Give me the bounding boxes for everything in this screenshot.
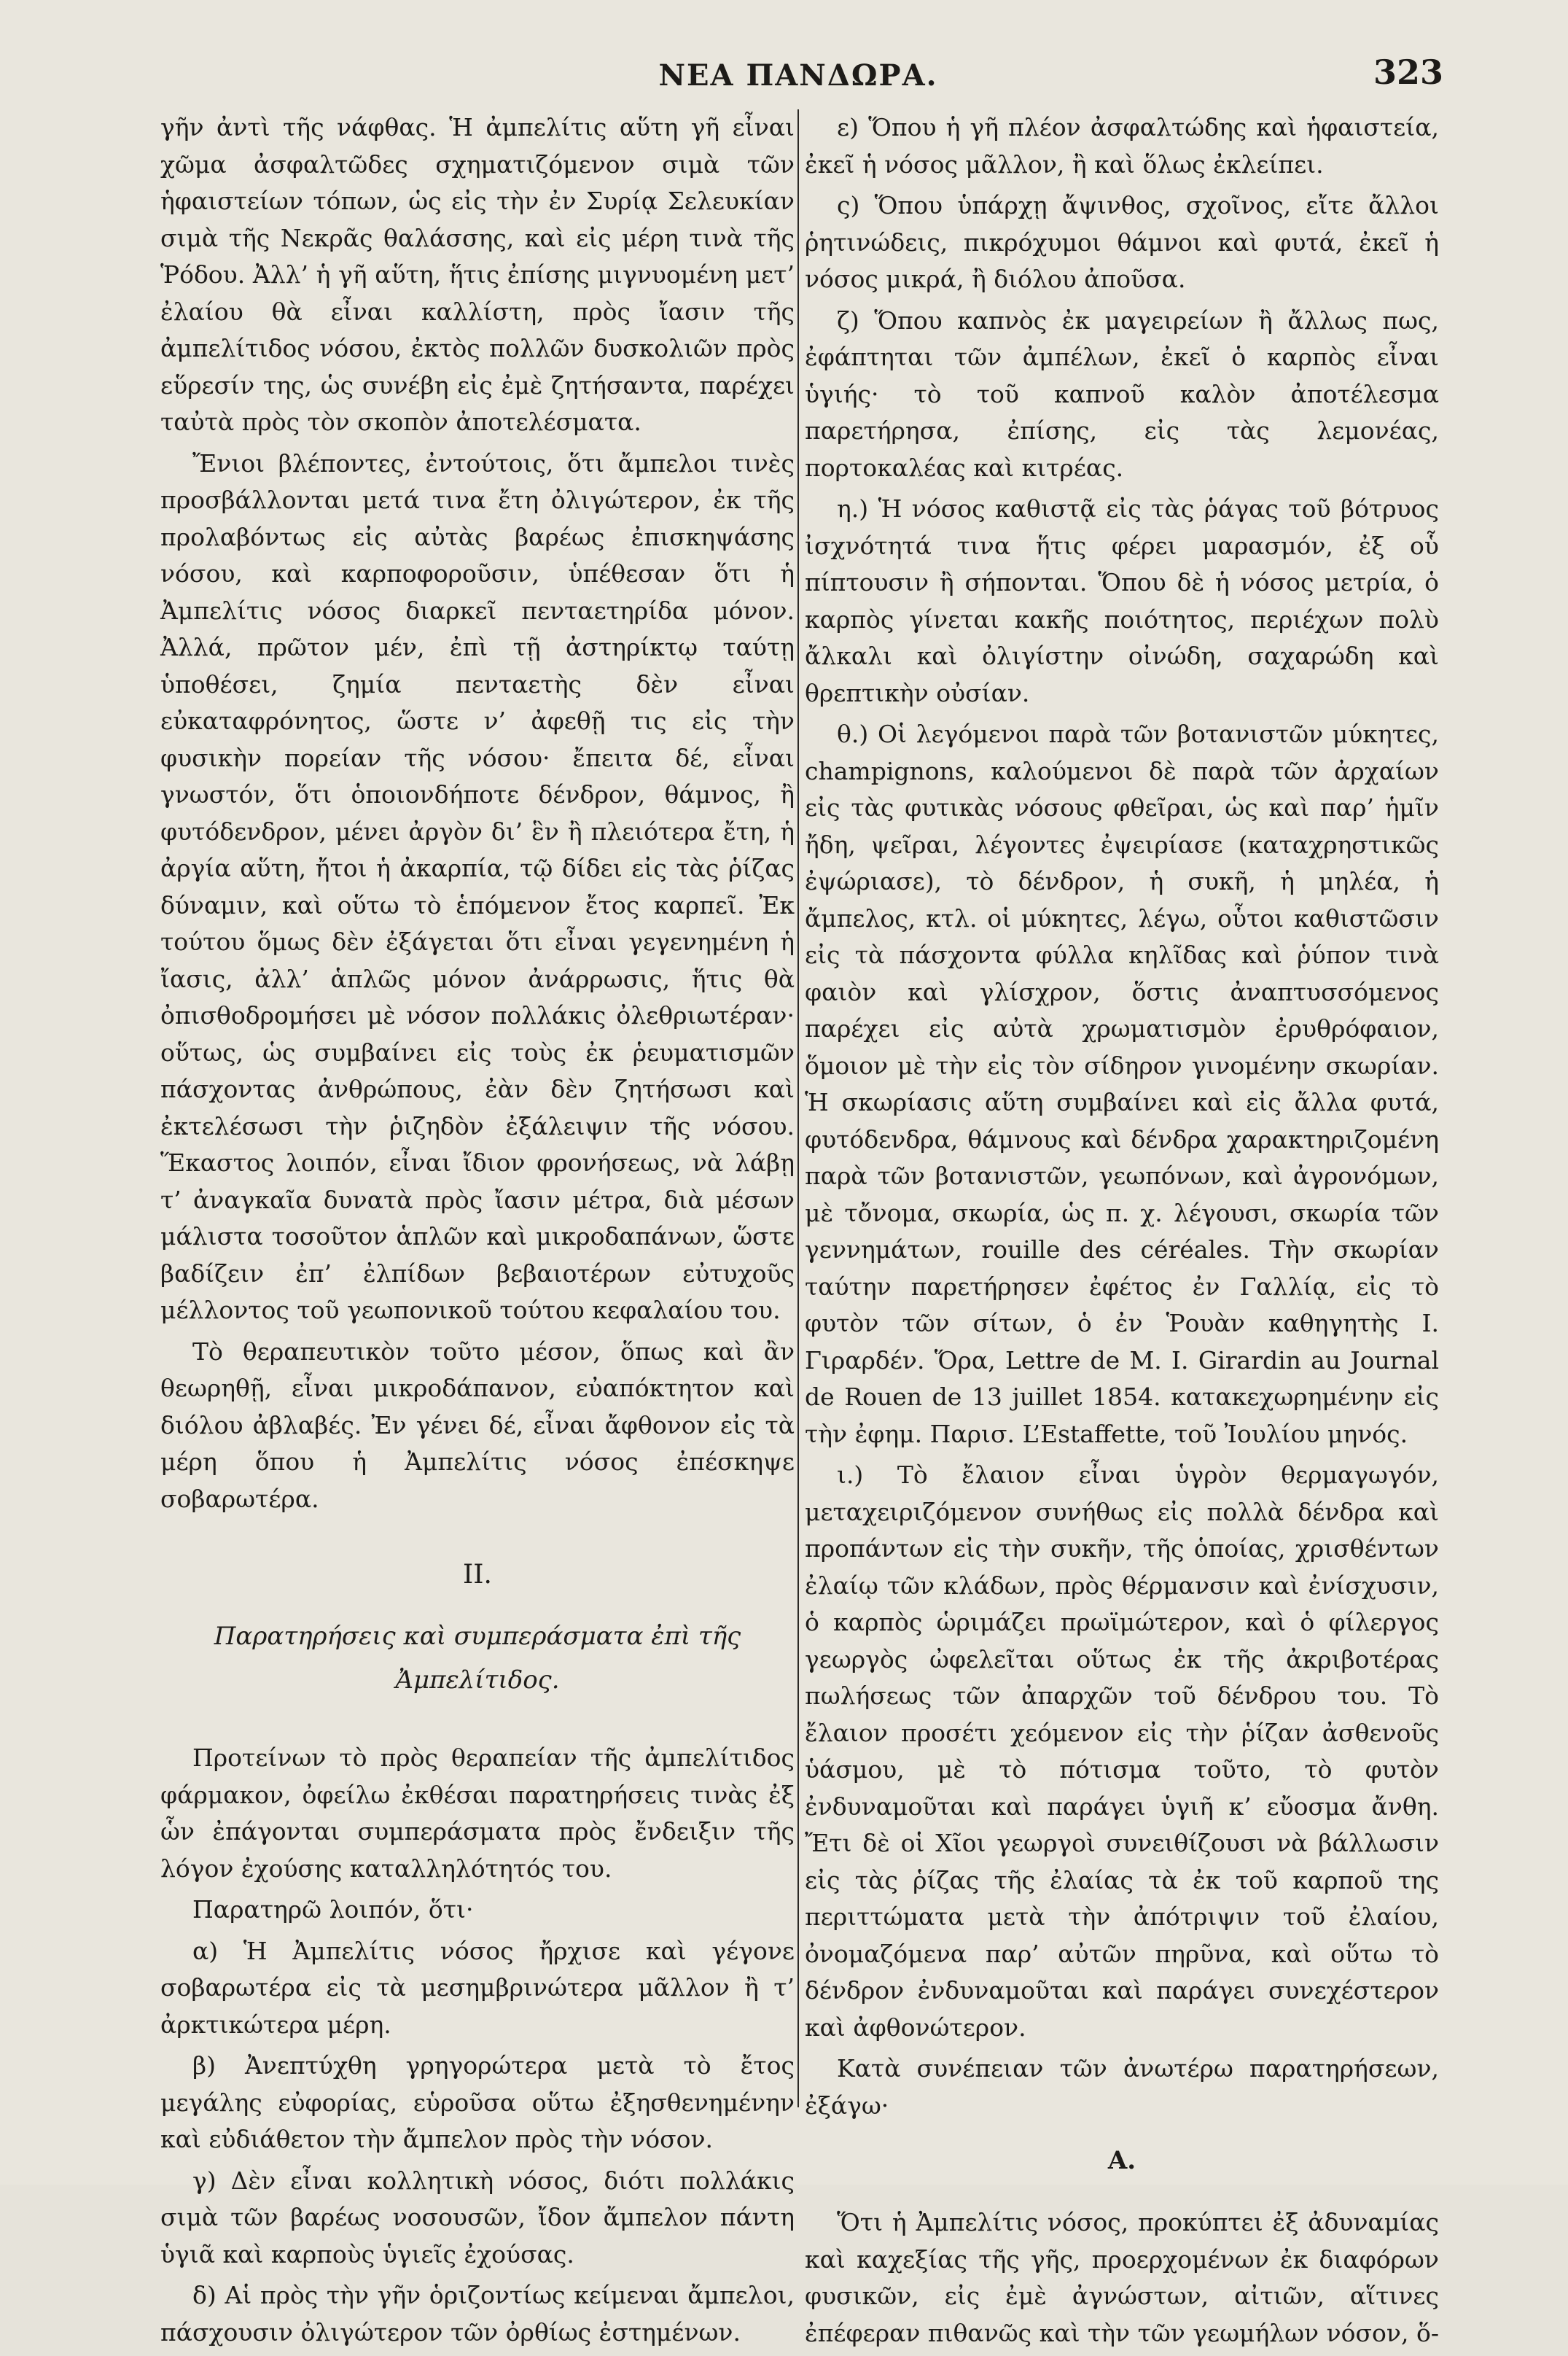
paragraph: Ὅτι ἡ Ἀμπελίτις νόσος, προκύπτει ἐξ ἀδυναμίας καὶ καχεξίας τῆς γῆς, προερχομένων ἐκ διαφόρων φυσικῶν, εἰς ἐμὲ ἀγνώστων, αἰτιῶν, αἵτινες ἐπέφεραν πιθανῶς καὶ τὴν τῶν γεωμήλων νόσον, ὅ-: [805, 2208, 1439, 2347]
observation-item: α) Ἡ Ἀμπελίτις νόσος ἤρχισε καὶ γέγονε σοβαρωτέρα εἰς τὰ μεσημβρινώτερα μᾶλλον ἢ τ’ ἀρκτικώτερα μέρη.: [160, 1936, 795, 2039]
observation-item: β) Ἀνεπτύχθη γρηγορώτερα μετὰ τὸ ἔτος μεγάλης εὐφορίας, εὑροῦσα οὕτω ἐξησθενημένην καὶ εὐδιάθετον τὴν ἄμπελον πρὸς τὴν νόσον.: [160, 2051, 795, 2153]
observation-item: ς) Ὅπου ὑπάρχῃ ἄψινθος, σχοῖνος, εἴτε ἄλλοι ῥητινώδεις, πικρόχυμοι θάμνοι καὶ φυτά, ἐκεῖ ἡ νόσος μικρά, ἢ διόλου ἀποῦσα.: [805, 191, 1439, 293]
left-column: [160, 109, 795, 2355]
page-header: [153, 53, 1443, 104]
column-divider: [797, 109, 799, 2107]
paragraph: Προτείνων τὸ πρὸς θεραπείαν τῆς ἀμπελίτιδος φάρμακον, ὀφείλω ἐκθέσαι παρατηρήσεις τινὰς ἐξ ὧν ἐπάγονται συμπεράσματα πρὸς ἔνδειξιν τῆς λόγον ἐχούσης καταλληλότητός του.: [160, 1743, 795, 1883]
page-number: 323: [1373, 53, 1443, 92]
right-column: [805, 109, 1439, 2356]
section-number: II.: [463, 1560, 492, 1590]
running-title: ΝΕΑ ΠΑΝΔΩΡΑ.: [658, 58, 938, 93]
observation-item: ε) Ὅπου ἡ γῆ πλέον ἀσφαλτώδης καὶ ἡφαιστεία, ἐκεῖ ἡ νόσος μᾶλλον, ἢ καὶ ὅλως ἐκλείπει.: [805, 113, 1439, 179]
observation-item: θ.) Οἱ λεγόμενοι παρὰ τῶν βοτανιστῶν μύκητες, champignons, καλούμενοι δὲ παρὰ τῶν ἀρχαίων εἰς τὰς φυτικὰς νόσους φθεῖραι, ὡς καὶ παρ’ ἡμῖν ἤδη, ψεῖραι, λέγοντες ἐψειρίασε (καταχρηστικῶς ἐψώριασε), τὸ δένδρον, ἡ συκῆ, ἡ μηλέα, ἡ ἄμπελος, κτλ. οἱ μύκητες, λέγω, οὗτοι καθιστῶσιν εἰς τὰ πάσχοντα φύλλα κηλῖδας καὶ ῥύπον τινὰ φαιὸν καὶ γλίσχρον, ὅστις ἀναπτυσσόμενος παρέχει εἰς αὐτὰ χρωματισμὸν ἐρυθρόφαιον, ὅμοιον μὲ τὴν εἰς τὸν σίδηρον γινομένην σκωρίαν. Ἡ σκωρίασις αὕτη συμβαίνει καὶ εἰς ἄλλα φυτά, φυτόδενδρα, θάμνους καὶ δένδρα χαρακτηριζομένη παρὰ τῶν βοτανιστῶν, γεωπόνων, καὶ ἀγρονόμων, μὲ τὄνομα, σκωρία, ὡς π. χ. λέγουσι, σκωρία τῶν γεννημάτων, rouille des céréales. Τὴν σκωρίαν ταύτην παρετήρησεν ἐφέτος ἐν Γαλλίᾳ, εἰς τὸ φυτὸν τῶν σίτων, ὁ ἐν Ῥουὰν καθηγητὴς Ι. Γιραρδέν. Ὅρα, Lettre de M. I. Girardin au Journal de Rouen de 13 juillet 1854. κατακεχωρημένην εἰς τὴν ἐφημ. Παρισ. L’Estaffette, τοῦ Ἰουλίου μηνός.: [805, 720, 1439, 1448]
paragraph: Παρατηρῶ λοιπόν, ὅτι·: [192, 1895, 474, 1924]
section-title-line-1: Παρατηρήσεις καὶ συμπεράσματα ἐπὶ τῆς: [214, 1622, 741, 1651]
paragraph: Ἔνιοι βλέποντες, ἐντούτοις, ὅτι ἄμπελοι τινὲς προσβάλλονται μετά τινα ἔτη ὀλιγώτερον, ἐκ τῆς προλαβόντως εἰς αὐτὰς βαρέως ἐπισκηψάσης νόσου, καὶ καρποφοροῦσιν, ὑπέθεσαν ὅτι ἡ Ἀμπελίτις νόσος διαρκεῖ πενταετηρίδα μόνον. Ἀλλά, πρῶτον μέν, ἐπὶ τῇ ἀστηρίκτῳ ταύτῃ ὑποθέσει, ζημία πενταετὴς δὲν εἶναι εὐκαταφρόνητος, ὥστε ν’ ἀφεθῇ τις εἰς τὴν φυσικὴν πορείαν τῆς νόσου· ἔπειτα δέ, εἶναι γνωστόν, ὅτι ὁποιονδήποτε δένδρον, θάμνος, ἢ φυτόδενδρον, μένει ἀργὸν δι’ ἓν ἢ πλειότερα ἔτη, ἡ ἀργία αὕτη, ἤτοι ἡ ἀκαρπία, τῷ δίδει εἰς τὰς ῥίζας δύναμιν, καὶ οὕτω τὸ ἑπόμενον ἔτος καρπεῖ. Ἐκ τούτου ὅμως δὲν ἐξάγεται ὅτι εἶναι γεγενημένη ἡ ἴασις, ἀλλ’ ἁπλῶς μόνον ἀνάρρωσις, ἥτις θὰ ὀπισθοδρομήσει μὲ νόσον πολλάκις ὀλεθριωτέραν· οὕτως, ὡς συμβαίνει εἰς τοὺς ἐκ ῥευματισμῶν πάσχοντας ἀνθρώπους, ἐὰν δὲν ζητήσωσι καὶ ἐκτελέσωσι τὴν ῥιζηδὸν ἐξάλειψιν τῆς νόσου. Ἕκαστος λοιπόν, εἶναι ἴδιον φρονήσεως, νὰ λάβῃ τ’ ἀναγκαῖα δυνατὰ πρὸς ἴασιν μέτρα, διὰ μέσων μάλιστα τοσοῦτον ἁπλῶν καὶ μικροδαπάνων, ὥστε βαδίζειν ἐπ’ ἐλπίδων βεβαιοτέρων εὐτυχοῦς μέλλοντος τοῦ γεωπονικοῦ τούτου κεφαλαίου του.: [160, 448, 795, 1324]
paragraph: γῆν ἀντὶ τῆς νάφθας. Ἡ ἀμπελίτις αὕτη γῆ εἶναι χῶμα ἀσφαλτῶδες σχηματιζόμενον σιμὰ τῶν ἡφαιστείων τόπων, ὡς εἰς τὴν ἐν Συρίᾳ Σελευκίαν σιμὰ τῆς Νεκρᾶς θαλάσσης, καὶ εἰς μέρη τινὰ τῆς Ῥόδου. Ἀλλ’ ἡ γῆ αὕτη, ἥτις ἐπίσης μιγνυομένη μετ’ ἐλαίου θὰ εἶναι καλλίστη, πρὸς ἴασιν τῆς ἀμπελίτιδος νόσου, ἐκτὸς πολλῶν δυσκολιῶν πρὸς εὕρεσίν της, ὡς συνέβη εἰς ἐμὲ ζητήσαντα, παρέχει ταὐτὰ πρὸς τὸν σκοπὸν ἀποτελέσματα.: [160, 113, 795, 436]
subsection-letter: Α.: [1107, 2146, 1136, 2175]
observation-item: δ) Αἱ πρὸς τὴν γῆν ὁριζοντίως κείμεναι ἄμπελοι, πάσχουσιν ὀλιγώτερον τῶν ὀρθίως ἐστημένων.: [160, 2281, 795, 2347]
paragraph: Κατὰ συνέπειαν τῶν ἀνωτέρω παρατηρήσεων, ἐξάγω·: [805, 2054, 1439, 2120]
section-title: [160, 1614, 795, 1702]
observation-item: ζ) Ὅπου καπνὸς ἐκ μαγειρείων ἢ ἄλλως πως, ἐφάπτηται τῶν ἀμπέλων, ἐκεῖ ὁ καρπὸς εἶναι ὑγιής· τὸ τοῦ καπνοῦ καλὸν ἀποτέλεσμα παρετήρησα, ἐπίσης, εἰς τὰς λεμονέας, πορτοκαλέας καὶ κιτρέας.: [805, 306, 1439, 482]
observation-item: ι.) Τὸ ἔλαιον εἶναι ὑγρὸν θερμαγωγόν, μεταχειριζόμενον συνήθως εἰς πολλὰ δένδρα καὶ προπάντων εἰς τὴν συκῆν, τῆς ὁποίας, χρισθέντων ἐλαίῳ τῶν κλάδων, πρὸς θέρμανσιν καὶ ἐνίσχυσιν, ὁ καρπὸς ὡριμάζει πρωϊμώτερον, καὶ ὁ φίλεργος γεωργὸς ὠφελεῖται οὕτως ἐκ τῆς ἀκριβοτέρας πωλήσεως τῶν ἀπαρχῶν τοῦ δένδρου του. Τὸ ἔλαιον προσέτι χεόμενον εἰς τὴν ῥίζαν ἀσθενοῦς ὑάσμου, μὲ τὸ πότισμα τοῦτο, τὸ φυτὸν ἐνδυναμοῦται καὶ παράγει ὑγιῆ κ’ εὔοσμα ἄνθη. Ἔτι δὲ οἱ Χῖοι γεωργοὶ συνειθίζουσι νὰ βάλλωσιν εἰς τὰς ῥίζας τῆς ἐλαίας τὰ ἐκ τοῦ καρποῦ της περιττώματα μετὰ τὴν ἀπότριψιν τοῦ ἐλαίου, ὀνομαζόμενα παρ’ αὐτῶν πηρῦνα, καὶ οὕτω τὸ δένδρον ἐνδυναμοῦται καὶ παράγει συνεχέστερον καὶ ἀφθονώτερον.: [805, 1461, 1439, 2042]
paragraph: Τὸ θεραπευτικὸν τοῦτο μέσον, ὅπως καὶ ἂν θεωρηθῇ, εἶναι μικροδάπανον, εὐαπόκτητον καὶ διόλου ἀβλαβές. Ἐν γένει δέ, εἶναι ἄφθονον εἰς τὰ μέρη ὅπου ἡ Ἀμπελίτις νόσος ἐπέσκηψε σοβαρωτέρα.: [160, 1337, 795, 1513]
observation-item: γ) Δὲν εἶναι κολλητικὴ νόσος, διότι πολλάκις σιμὰ τῶν βαρέως νοσουσῶν, ἴδον ἄμπελον πάντη ὑγιᾶ καὶ καρποὺς ὑγιεῖς ἐχούσας.: [160, 2166, 795, 2268]
section-title-line-2: Ἀμπελίτιδος.: [395, 1665, 560, 1695]
observation-item: η.) Ἡ νόσος καθιστᾷ εἰς τὰς ῥάγας τοῦ βότρυος ἰσχνότητά τινα ἥτις φέρει μαρασμόν, ἐξ οὗ πίπτουσιν ἢ σήπονται. Ὅπου δὲ ἡ νόσος μετρία, ὁ καρπὸς γίνεται κακῆς ποιότητος, περιέχων πολὺ ἄλκαλι καὶ ὀλιγίστην οἰνώδη, σαχαρώδη καὶ θρεπτικὴν οὐσίαν.: [805, 494, 1439, 707]
